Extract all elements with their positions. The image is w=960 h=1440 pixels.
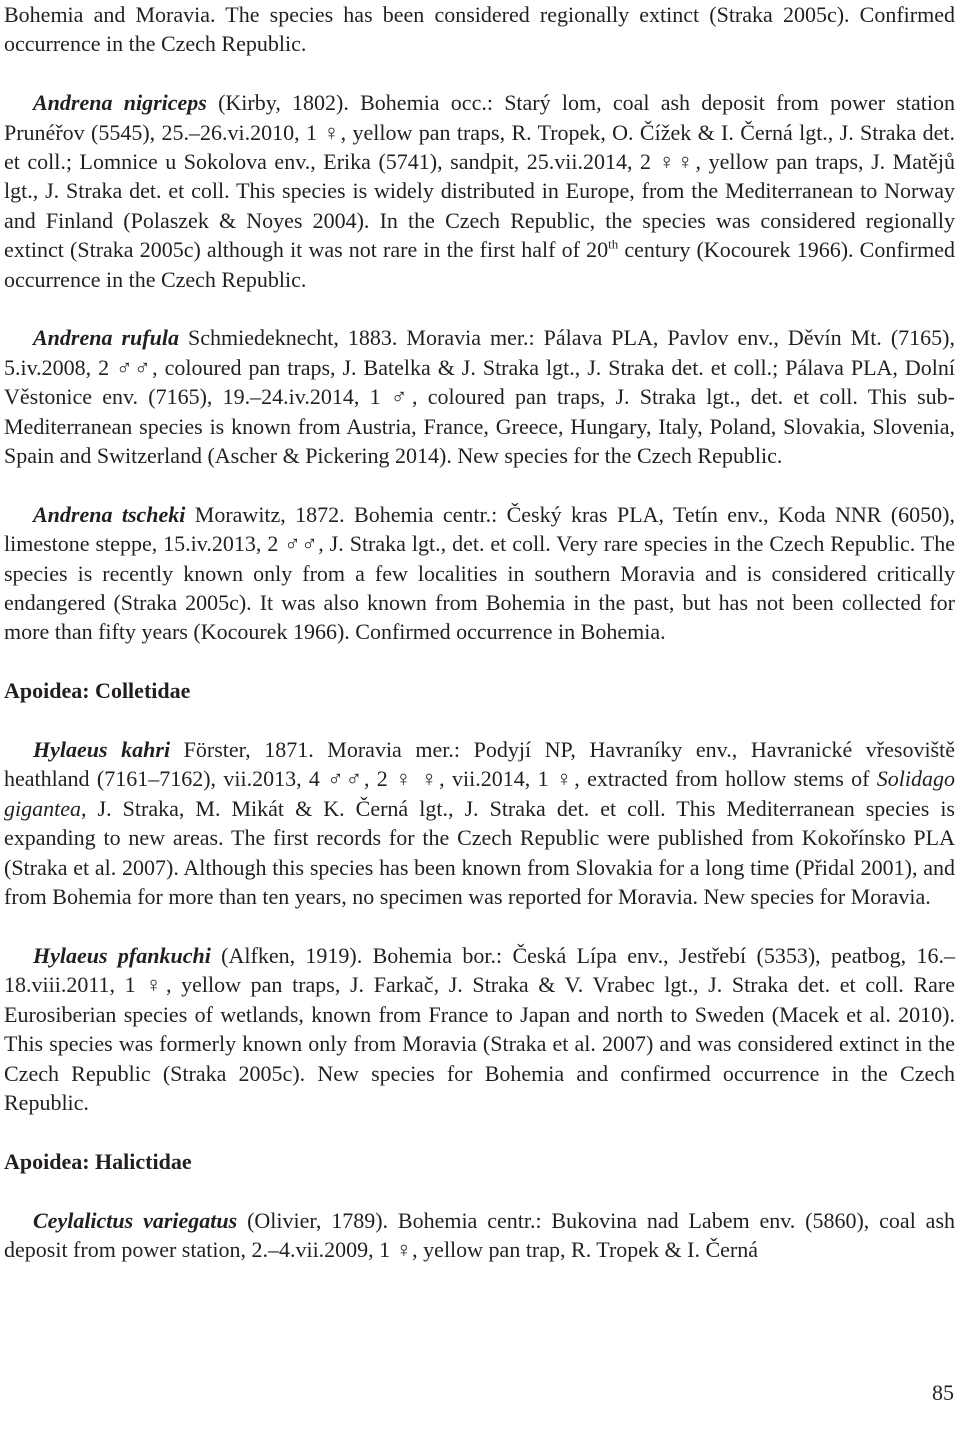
- species-name: Andrena tscheki: [33, 501, 186, 527]
- species-record-paragraph: [4, 941, 955, 1117]
- species-name: Ceylalictus variegatus: [33, 1207, 238, 1233]
- paragraph-text: (Kirby, 1802). Bohemia occ.: Starý lom, coal ash deposit from power station Prunéřov (5545), 25.–26.vi.2010, 1 ♀, yellow pan traps, R. Tropek, O. Čížek & I. Černá lgt., J. Straka det. et coll.; Lomnice u Sokolova env., Erika (5741), sandpit, 25.vii.2014, 2 ♀♀, yellow pan traps, J. Matějů lgt., J. Straka det. et coll. This species is widely distributed in Europe, from the Mediterranean to Norway and Finland (Polaszek & Noyes 2004). In the Czech Republic, the species was considered regionally extinct (Straka 2005c) although it was not rare in the first half of 20: [4, 90, 955, 263]
- paragraph-text: (Olivier, 1789). Bohemia centr.: Bukovina nad Labem env. (5860), coal ash deposit from power station, 2.–4.vii.2009, 1 ♀, yellow pan trap, R. Tropek & I. Černá: [4, 1207, 956, 1262]
- species-record-paragraph: [4, 500, 955, 647]
- species-record-paragraph: [4, 323, 955, 470]
- text-column: [4, 0, 955, 1264]
- paragraph-text: , J. Straka, M. Mikát & K. Černá lgt., J. Straka det. et coll. This Mediterranean species is expanding to new areas. The first records for the Czech Republic were published from Kokořínsko PLA (Straka et al. 2007). Although this species has been known from Slovakia for a long time (Přidal 2001), and from Bohemia for more than ten years, no specimen was reported for Moravia. New species for Moravia.: [4, 795, 955, 910]
- species-name: Hylaeus kahri: [33, 737, 171, 763]
- species-name: Hylaeus pfankuchi: [33, 942, 211, 968]
- paragraph-text: Schmiedeknecht, 1883. Moravia mer.: Pálava PLA, Pavlov env., Děvín Mt. (7165), 5.iv.2008, 2 ♂♂, coloured pan traps, J. Batelka & J. Straka lgt., J. Straka det. et coll.; Pálava PLA, Dolní Věstonice env. (7165), 19.–24.iv.2014, 1 ♂, coloured pan traps, J. Straka lgt., det. et coll. This sub-Mediterranean species is known from Austria, France, Greece, Hungary, Italy, Poland, Slovakia, Slovenia, Spain and Switzerland (Ascher & Pickering 2014). New species for the Czech Republic.: [4, 325, 955, 469]
- paragraph-text: Apoidea: Colletidae: [4, 678, 191, 704]
- paragraph-text: Bohemia and Moravia. The species has been considered regionally extinct (Straka 2005c). Confirmed occurrence in the Czech Republic.: [4, 2, 955, 57]
- continued-paragraph: [4, 0, 955, 59]
- paragraph-text: century (Kocourek 1966). Confirmed occurrence in the Czech Republic.: [4, 237, 955, 292]
- section-heading: [4, 1147, 955, 1176]
- paragraph-text: (Alfken, 1919). Bohemia bor.: Česká Lípa env., Jestřebí (5353), peatbog, 16.–18.viii.2011, 1 ♀, yellow pan traps, J. Farkač, J. Straka & V. Vrabec lgt., J. Straka det. et coll. Rare Eurosiberian species of wetlands, known from France to Japan and north to Sweden (Macek et al. 2010). This species was formerly known only from Moravia (Straka et al. 2007) and was considered extinct in the Czech Republic (Straka 2005c). New species for Bohemia and confirmed occurrence in the Czech Republic.: [4, 942, 955, 1115]
- species-name: Andrena nigriceps: [33, 90, 207, 116]
- plant-name: Solidago gigantea: [4, 766, 955, 821]
- paragraph-text: Morawitz, 1872. Bohemia centr.: Český kras PLA, Tetín env., Koda NNR (6050), limestone steppe, 15.iv.2013, 2 ♂♂, J. Straka lgt., det. et coll. Very rare species in the Czech Republic. The species is recently known only from a few localities in southern Moravia and is considered critically endangered (Straka 2005c). It was also known from Bohemia in the past, but has not been collected for more than fifty years (Kocourek 1966). Confirmed occurrence in Bohemia.: [4, 501, 955, 645]
- superscript: th: [608, 236, 619, 252]
- paragraph-text: Förster, 1871. Moravia mer.: Podyjí NP, Havraníky env., Havranické vřesoviště heathland (7161–7162), vii.2013, 4 ♂♂, 2 ♀ ♀, vii.2014, 1 ♀, extracted from hollow stems of: [4, 737, 955, 792]
- page-number: 85: [932, 1380, 954, 1405]
- section-heading: [4, 676, 955, 705]
- species-record-paragraph: [4, 1206, 955, 1265]
- species-record-paragraph: [4, 88, 955, 294]
- species-name: Andrena rufula: [33, 325, 179, 351]
- paragraph-text: Apoidea: Halictidae: [4, 1148, 192, 1174]
- species-record-paragraph: [4, 735, 955, 911]
